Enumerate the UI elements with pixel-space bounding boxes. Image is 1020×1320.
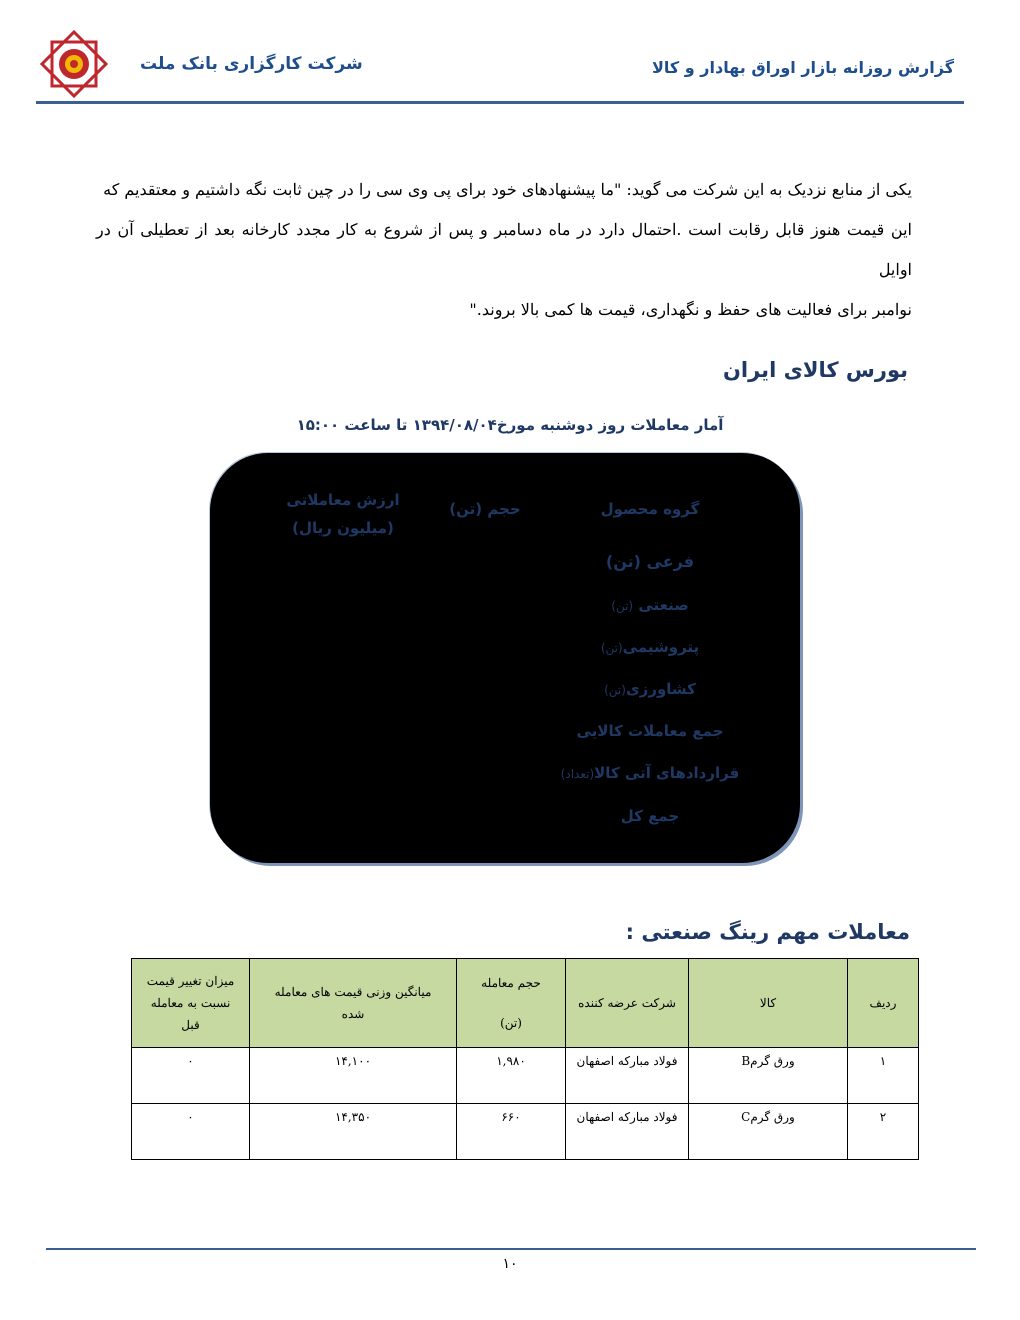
section-title-industrial-ring: معاملات مهم رینگ صنعتی : xyxy=(625,920,910,944)
panel-row-label: فرعی (تن) xyxy=(605,552,695,571)
col-commodity: کالا xyxy=(689,959,848,1048)
panel-row-label: کشاورزی(تن) xyxy=(604,680,696,698)
paragraph-line: این قیمت هنوز قابل رقابت است .احتمال دارد در ماه دسامبر و پس از شروع به کار مجدد کارخانه بعد از تعطیلی آن در اوایل xyxy=(96,220,913,279)
table-row: ۱ ورق گرمB فولاد مبارکه اصفهان ۱,۹۸۰ ۱۴,۱۰۰ ۰ xyxy=(132,1048,919,1104)
col-supplier: شرکت عرضه کننده xyxy=(566,959,689,1048)
news-paragraph xyxy=(96,170,912,330)
panel-row-label: صنعتی (تن) xyxy=(611,596,689,614)
trades-table xyxy=(131,958,919,1160)
header-divider xyxy=(36,101,964,104)
panel-row-label: جمع معاملات کالایی xyxy=(576,722,724,740)
col-avg-price: میانگین وزنی قیمت های معامله شده xyxy=(250,959,457,1048)
company-name: شرکت کارگزاری بانک ملت xyxy=(140,54,363,74)
header-product-group: گروه محصول xyxy=(600,500,700,518)
company-logo xyxy=(40,30,108,98)
report-title: گزارش روزانه بازار اوراق بهادار و کالا xyxy=(651,58,954,77)
paragraph-line: نوامبر برای فعالیت های حفظ و نگهداری، قیمت ها کمی بالا بروند." xyxy=(469,300,912,319)
table-header-row xyxy=(132,959,919,1048)
footer-divider xyxy=(46,1248,976,1250)
table-row: ۲ ورق گرمC فولاد مبارکه اصفهان ۶۶۰ ۱۴,۳۵۰ ۰ xyxy=(132,1104,919,1160)
col-volume: حجم معامله (تن) xyxy=(457,959,566,1048)
header-volume: حجم (تن) xyxy=(449,500,521,518)
col-price-change: میزان تغییر قیمت نسبت به معامله قبل xyxy=(132,959,250,1048)
panel-row-label: قراردادهای آتی کالا(تعداد) xyxy=(560,764,740,782)
paragraph-line: یکی از منابع نزدیک به این شرکت می گوید: "ما پیشنهادهای خود برای پی وی سی را در چین ثابت نگه داشتیم و معتقدیم که xyxy=(103,180,912,199)
header-trade-value: ارزش معاملاتی (میلیون ریال) xyxy=(286,491,400,537)
panel-row-label: جمع کل xyxy=(620,807,680,825)
section-title-commodity-exchange: بورس کالای ایران xyxy=(723,358,908,382)
page-number: ۱۰ xyxy=(502,1256,518,1272)
stats-caption: آمار معاملات روز دوشنبه مورخ۱۳۹۴/۰۸/۰۴ تا ساعت ۱۵:۰۰ xyxy=(296,416,724,434)
panel-row-label: پتروشیمی(تن) xyxy=(600,638,700,656)
col-row: ردیف xyxy=(848,959,919,1048)
